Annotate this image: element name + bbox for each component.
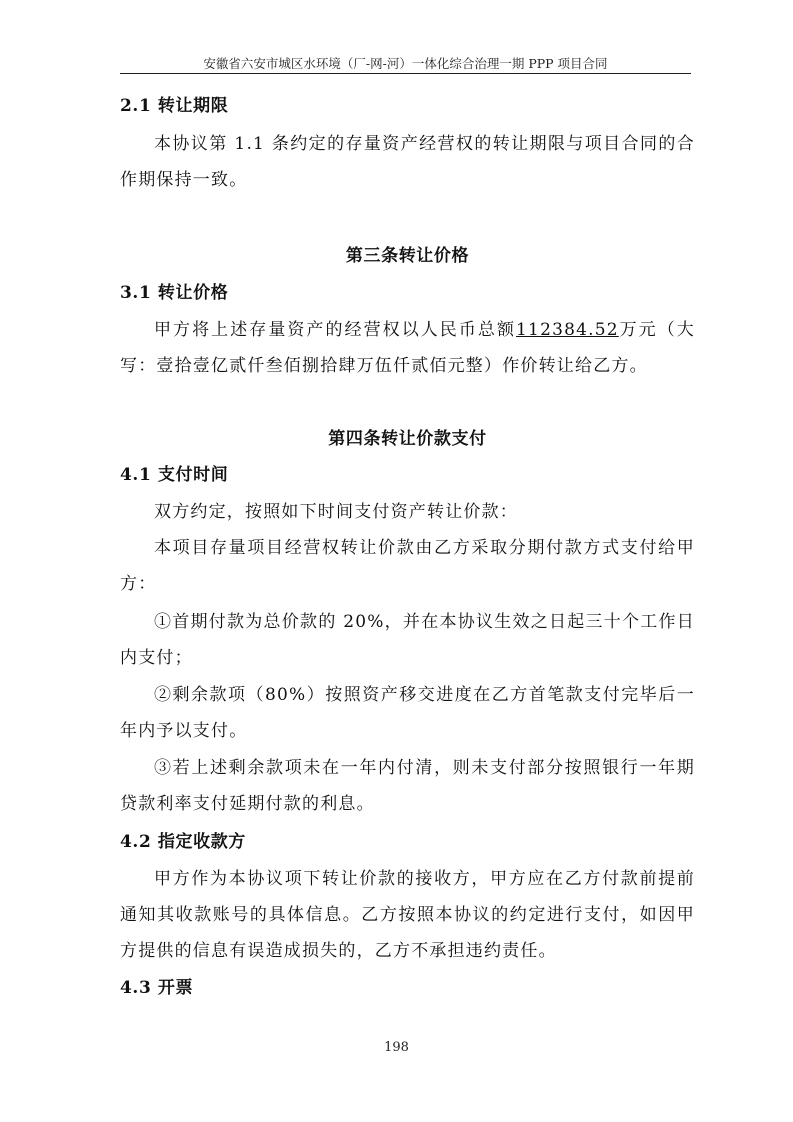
article-3-title: 第三条转让价格 <box>345 246 470 266</box>
section-3-1-heading: 3.1 转让价格 <box>120 283 229 303</box>
article-4-title: 第四条转让价款支付 <box>328 429 487 449</box>
paragraph-text: 甲方将上述存量资产的经营权以人民币总额 <box>154 320 517 340</box>
section-4-1-heading: 4.1 支付时间 <box>120 465 229 485</box>
transfer-amount: 112384.52 <box>516 320 619 340</box>
header-rule <box>120 73 691 74</box>
running-header: 安徽省六安市城区水环境（厂-网-河）一体化综合治理一期 PPP 项目合同 <box>203 56 608 71</box>
page-number: 198 <box>384 1040 409 1055</box>
section-4-2-paragraph: 甲方作为本协议项下转让价款的接收方，甲方应在乙方付款前提前通知其收款账号的具体信息。乙方按照本协议的约定进行支付，如因甲方提供的信息有误造成损失的，乙方不承担违约责任。 <box>120 869 695 961</box>
section-4-1-item-1: ①首期付款为总价款的 20%，并在本协议生效之日起三十个工作日内支付； <box>120 612 695 668</box>
paragraph-text: 万元（大写：壹拾壹亿贰仟叁佰捌拾肆万伍仟贰佰元整）作价转让给乙方。 <box>120 320 695 376</box>
section-4-1-p2: 本项目存量项目经营权转让价款由乙方采取分期付款方式支付给甲方： <box>120 538 695 594</box>
section-4-2-heading: 4.2 指定收款方 <box>120 832 246 852</box>
section-4-1-item-3: ③若上述剩余款项未在一年内付清，则未支付部分按照银行一年期贷款利率支付延期付款的利息。 <box>120 758 695 814</box>
section-4-3-heading: 4.3 开票 <box>120 978 194 998</box>
section-2-1-paragraph: 本协议第 1.1 条约定的存量资产经营权的转让期限与项目合同的合作期保持一致。 <box>120 134 695 190</box>
section-2-1-heading: 2.1 转让期限 <box>120 96 229 116</box>
section-4-1-item-2: ②剩余款项（80%）按照资产移交进度在乙方首笔款支付完毕后一年内予以支付。 <box>120 685 695 741</box>
section-3-1-paragraph <box>120 312 695 384</box>
section-4-1-p1: 双方约定，按照如下时间支付资产转让价款： <box>154 502 518 522</box>
